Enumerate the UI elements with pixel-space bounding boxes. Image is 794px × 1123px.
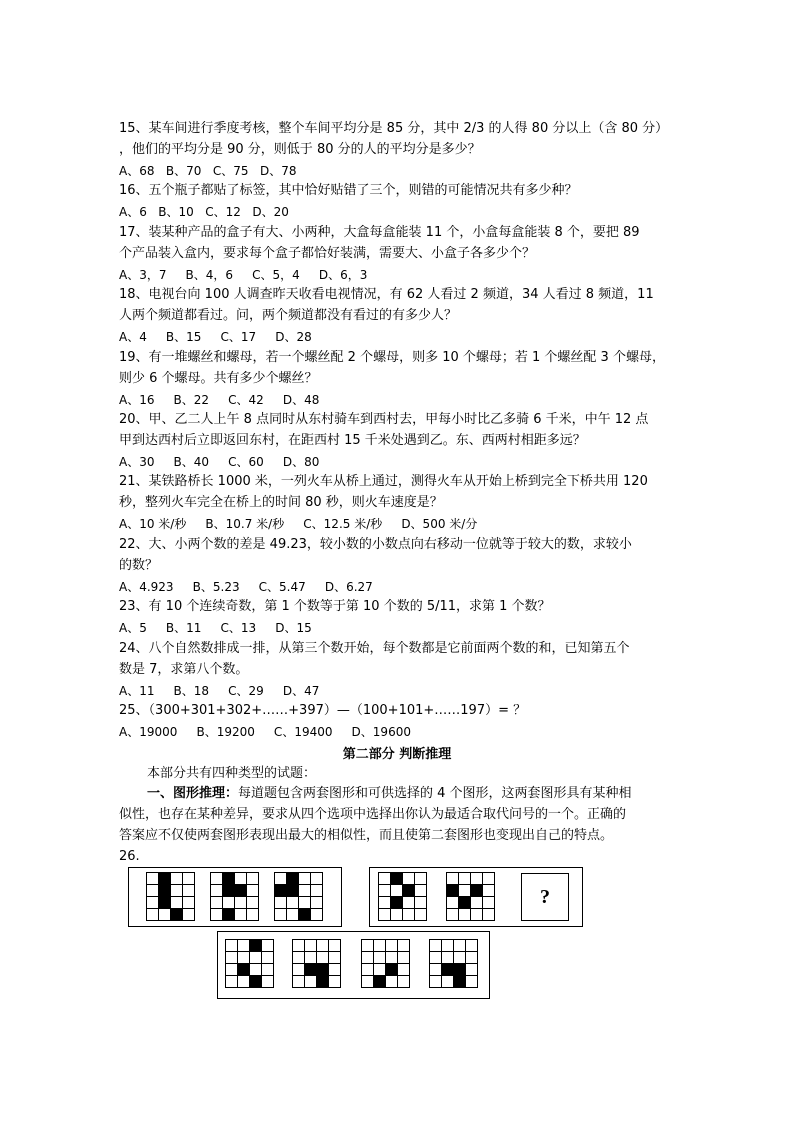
grid-cell [483, 885, 495, 897]
question-mark: ? [540, 885, 550, 908]
question-options: A、5 B、11 C、13 D、15 [119, 621, 312, 635]
grid-cell [398, 940, 410, 952]
figure-set-1-grid [210, 872, 259, 921]
answer-option-grid [225, 939, 274, 988]
grid-cell [329, 952, 341, 964]
grid-cell [317, 964, 329, 976]
grid-cell [447, 885, 459, 897]
grid-cell [362, 940, 374, 952]
paragraph-text: 答案应不仅使两套图形表现出最大的相似性，而且使第二套图形也变现出自己的特点。 [119, 828, 614, 843]
question-options: A、68 B、70 C、75 D、78 [119, 164, 297, 178]
section-title: 第二部分 判断推理 [342, 747, 452, 762]
grid-cell [379, 897, 391, 909]
grid-cell [159, 897, 171, 909]
grid-cell [223, 897, 235, 909]
grid-cell [299, 873, 311, 885]
grid-cell [483, 873, 495, 885]
grid-cell [171, 873, 183, 885]
grid-cell [442, 952, 454, 964]
grid-cell [293, 940, 305, 952]
grid-cell [466, 940, 478, 952]
grid-cell [391, 897, 403, 909]
answer-option-grid [429, 939, 478, 988]
grid-cell [447, 897, 459, 909]
grid-cell [262, 940, 274, 952]
grid-cell [211, 897, 223, 909]
question-text: 人两个频道都看过。问，两个频道都没有看过的有多少人？ [119, 308, 458, 323]
question-text: ，他们的平均分是 90 分，则低于 80 分的人的平均分是多少？ [119, 142, 481, 157]
grid-cell [293, 964, 305, 976]
grid-cell [235, 873, 247, 885]
grid-cell [311, 897, 323, 909]
grid-cell [430, 940, 442, 952]
question-text: 19、有一堆螺丝和螺母，若一个螺丝配 2 个螺母，则多 10 个螺母；若 1 个螺丝配 3 个螺母， [119, 350, 665, 365]
figure-set-2-grid [446, 872, 495, 921]
question-options: A、3，7 B、4，6 C、5，4 D、6，3 [119, 268, 368, 282]
question-text: 22、大、小两个数的差是 49.23，较小数的小数点向右移动一位就等于较大的数，求较小 [119, 537, 632, 552]
grid-cell [362, 952, 374, 964]
question-options: A、19000 B、19200 C、19400 D、19600 [119, 725, 411, 739]
question-options: A、30 B、40 C、60 D、80 [119, 455, 320, 469]
grid-cell [293, 952, 305, 964]
grid-cell [171, 909, 183, 921]
grid-cell [238, 940, 250, 952]
grid-cell [247, 909, 259, 921]
figure-set-2-grid [378, 872, 427, 921]
grid-cell [374, 952, 386, 964]
grid-cell [317, 952, 329, 964]
question-mark-box [521, 873, 569, 921]
grid-cell [374, 940, 386, 952]
grid-cell [386, 952, 398, 964]
grid-cell [379, 909, 391, 921]
grid-cell [235, 909, 247, 921]
grid-cell [386, 964, 398, 976]
grid-cell [262, 964, 274, 976]
grid-cell [262, 952, 274, 964]
grid-cell [403, 873, 415, 885]
grid-cell [442, 940, 454, 952]
question-text: 21、某铁路桥长 1000 米，一列火车从桥上通过，测得火车从开始上桥到完全下桥共用 120 [119, 474, 648, 489]
grid-cell [311, 909, 323, 921]
grid-cell [430, 952, 442, 964]
grid-cell [293, 976, 305, 988]
question-text: 18、电视台向 100 人调查昨天收看电视情况，有 62 人看过 2 频道，34 人看过 8 频道，11 [119, 287, 654, 302]
grid-cell [471, 909, 483, 921]
grid-cell [159, 909, 171, 921]
grid-cell [398, 964, 410, 976]
question-text: 24、八个自然数排成一排，从第三个数开始，每个数都是它前面两个数的和，已知第五个 [119, 641, 630, 656]
grid-cell [226, 940, 238, 952]
grid-cell [329, 964, 341, 976]
grid-cell [183, 909, 195, 921]
question-text: 16、五个瓶子都贴了标签，其中恰好贴错了三个，则错的可能情况共有多少种？ [119, 183, 578, 198]
grid-cell [442, 976, 454, 988]
grid-cell [317, 976, 329, 988]
grid-cell [454, 940, 466, 952]
grid-cell [471, 873, 483, 885]
grid-cell [287, 885, 299, 897]
grid-cell [471, 897, 483, 909]
grid-cell [226, 952, 238, 964]
grid-cell [483, 909, 495, 921]
paragraph-text: 似性，也存在某种差异，要求从四个选项中选择出你认为最适合取代问号的一个。正确的 [119, 807, 627, 822]
grid-cell [362, 964, 374, 976]
grid-cell [386, 976, 398, 988]
grid-cell [223, 873, 235, 885]
grid-cell [305, 976, 317, 988]
grid-cell [235, 885, 247, 897]
grid-cell [466, 976, 478, 988]
question-options: A、10 米/秒 B、10.7 米/秒 C、12.5 米/秒 D、500 米/分 [119, 517, 478, 531]
grid-cell [287, 897, 299, 909]
grid-cell [238, 964, 250, 976]
grid-cell [459, 897, 471, 909]
grid-cell [391, 873, 403, 885]
grid-cell [159, 885, 171, 897]
answer-option-grid [292, 939, 341, 988]
grid-cell [442, 964, 454, 976]
grid-cell [391, 885, 403, 897]
question-text: 20、甲、乙二人上午 8 点同时从东村骑车到西村去，甲每小时比乙多骑 6 千米，中午 12 点 [119, 412, 649, 427]
grid-cell [415, 885, 427, 897]
grid-cell [329, 976, 341, 988]
question-text: 15、某车间进行季度考核，整个车间平均分是 85 分，其中 2/3 的人得 80 分以上（含 80 分） [119, 121, 669, 136]
question-text: 23、有 10 个连续奇数，第 1 个数等于第 10 个数的 5/11，求第 1 个数？ [119, 599, 551, 614]
grid-cell [415, 873, 427, 885]
grid-cell [223, 909, 235, 921]
grid-cell [415, 909, 427, 921]
grid-cell [247, 873, 259, 885]
grid-cell [247, 897, 259, 909]
grid-cell [147, 873, 159, 885]
grid-cell [183, 885, 195, 897]
grid-cell [459, 885, 471, 897]
question-text: 数是 7，求第八个数。 [119, 662, 249, 677]
grid-cell [447, 873, 459, 885]
grid-cell [398, 952, 410, 964]
grid-cell [362, 976, 374, 988]
figure-set-1-grid [274, 872, 323, 921]
grid-cell [447, 909, 459, 921]
grid-cell [386, 940, 398, 952]
section-intro: 本部分共有四种类型的试题： [147, 766, 317, 781]
grid-cell [250, 976, 262, 988]
grid-cell [403, 885, 415, 897]
grid-cell [287, 909, 299, 921]
paragraph-text: 每道题包含两套图形和可供选择的 4 个图形，这两套图形具有某种相 [238, 786, 632, 801]
grid-cell [459, 873, 471, 885]
grid-cell [275, 909, 287, 921]
grid-cell [275, 873, 287, 885]
question-options: A、11 B、18 C、29 D、47 [119, 684, 320, 698]
question-text: 个产品装入盒内，要求每个盒子都恰好装满，需要大、小盒子各多少个？ [119, 246, 536, 261]
question-text: 的数？ [119, 558, 159, 573]
figure-reasoning-paragraph [147, 786, 632, 802]
grid-cell [317, 940, 329, 952]
grid-cell [311, 873, 323, 885]
grid-cell [223, 885, 235, 897]
grid-cell [391, 909, 403, 921]
grid-cell [305, 952, 317, 964]
grid-cell [379, 873, 391, 885]
grid-cell [466, 964, 478, 976]
grid-cell [454, 976, 466, 988]
question-options: A、16 B、22 C、42 D、48 [119, 393, 320, 407]
answer-option-grid [361, 939, 410, 988]
grid-cell [379, 885, 391, 897]
grid-cell [311, 885, 323, 897]
grid-cell [398, 976, 410, 988]
grid-cell [299, 909, 311, 921]
grid-cell [275, 885, 287, 897]
grid-cell [250, 964, 262, 976]
grid-cell [226, 976, 238, 988]
question-text: 25、（300+301+302+……+397）—（100+101+……197）= ？ [119, 703, 527, 718]
grid-cell [471, 885, 483, 897]
grid-cell [211, 873, 223, 885]
grid-cell [250, 952, 262, 964]
question-26-number: 26. [119, 849, 140, 864]
grid-cell [299, 885, 311, 897]
grid-cell [454, 964, 466, 976]
grid-cell [147, 909, 159, 921]
grid-cell [238, 976, 250, 988]
grid-cell [403, 897, 415, 909]
grid-cell [159, 873, 171, 885]
question-options: A、6 B、10 C、12 D、20 [119, 205, 289, 219]
grid-cell [171, 897, 183, 909]
grid-cell [430, 976, 442, 988]
grid-cell [374, 976, 386, 988]
grid-cell [247, 885, 259, 897]
grid-cell [466, 952, 478, 964]
grid-cell [454, 952, 466, 964]
grid-cell [235, 897, 247, 909]
grid-cell [250, 940, 262, 952]
grid-cell [211, 885, 223, 897]
grid-cell [226, 964, 238, 976]
grid-cell [299, 897, 311, 909]
question-text: 秒，整列火车完全在桥上的时间 80 秒，则火车速度是？ [119, 495, 443, 510]
question-options: A、4 B、15 C、17 D、28 [119, 330, 312, 344]
grid-cell [275, 897, 287, 909]
grid-cell [329, 940, 341, 952]
grid-cell [147, 897, 159, 909]
grid-cell [415, 897, 427, 909]
grid-cell [238, 952, 250, 964]
grid-cell [147, 885, 159, 897]
question-text: 则少 6 个螺母。共有多少个螺丝？ [119, 371, 318, 386]
grid-cell [305, 964, 317, 976]
grid-cell [305, 940, 317, 952]
question-text: 甲到达西村后立即返回东村，在距西村 15 千米处遇到乙。东、西两村相距多远？ [119, 433, 586, 448]
question-options: A、4.923 B、5.23 C、5.47 D、6.27 [119, 580, 373, 594]
grid-cell [287, 873, 299, 885]
grid-cell [183, 873, 195, 885]
grid-cell [262, 976, 274, 988]
grid-cell [183, 897, 195, 909]
grid-cell [459, 909, 471, 921]
grid-cell [211, 909, 223, 921]
grid-cell [430, 964, 442, 976]
grid-cell [483, 897, 495, 909]
grid-cell [374, 964, 386, 976]
question-text: 17、装某种产品的盒子有大、小两种，大盒每盒能装 11 个，小盒每盒能装 8 个，要把 89 [119, 225, 640, 240]
figure-reasoning-heading: 一、图形推理： [147, 786, 239, 801]
grid-cell [403, 909, 415, 921]
figure-set-1-grid [146, 872, 195, 921]
grid-cell [171, 885, 183, 897]
